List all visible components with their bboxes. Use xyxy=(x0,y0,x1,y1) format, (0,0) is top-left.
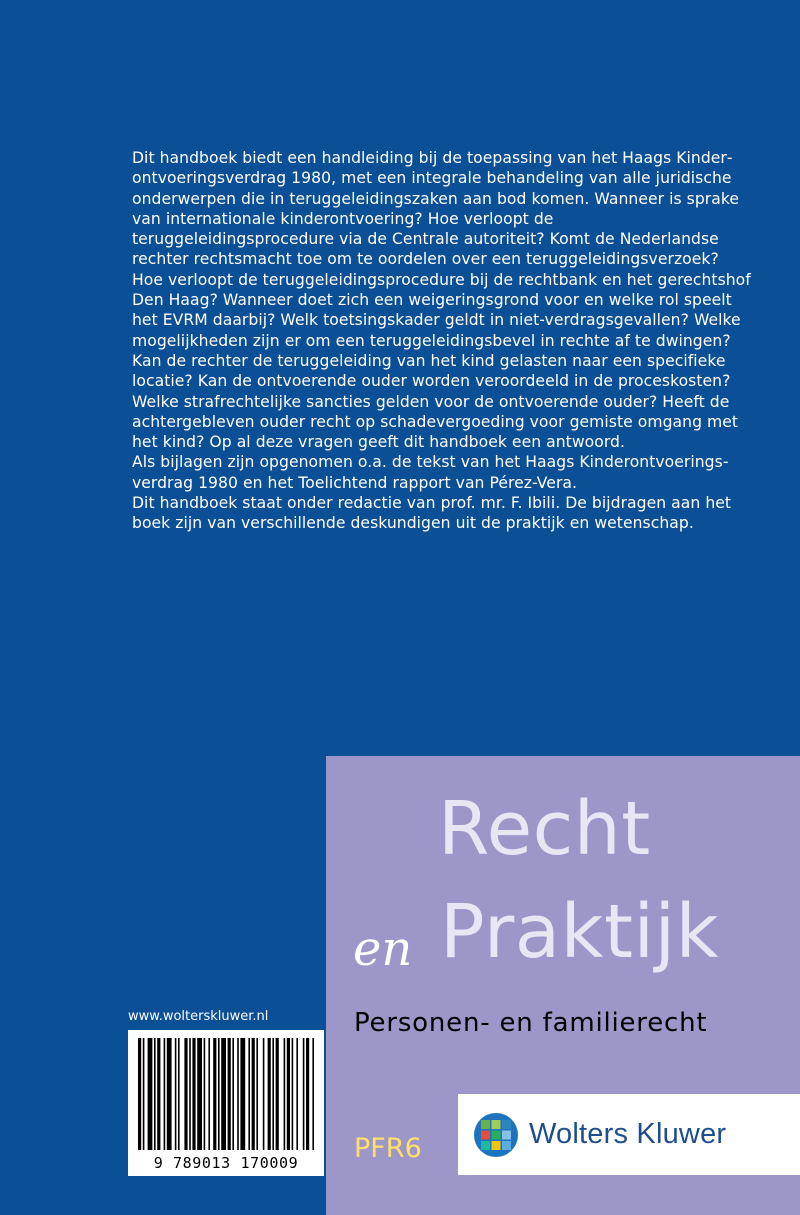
blurb-paragraph-3: Dit handboek staat onder redactie van prof. mr. F. Ibili. De bijdragen aan het boek zijn van verschillende deskundigen uit de praktijk en wetenschap. xyxy=(132,494,732,533)
series-title-en: en xyxy=(353,921,413,977)
publisher-website: www.wolterskluwer.nl xyxy=(128,1009,269,1024)
isbn-digits: 9 789013 170009 xyxy=(153,1154,299,1172)
series-subtitle: Personen- en familierecht xyxy=(354,1008,708,1038)
series-title-praktijk: Praktijk xyxy=(440,889,719,975)
series-code: PFR6 xyxy=(354,1133,422,1164)
publisher-logo-box xyxy=(458,1094,800,1175)
publisher-name: Wolters Kluwer xyxy=(529,1118,727,1150)
isbn-barcode xyxy=(128,1030,324,1176)
back-cover-blurb xyxy=(132,148,752,534)
wolters-kluwer-logo-icon xyxy=(473,1112,519,1158)
blurb-paragraph-2: Als bijlagen zijn opgenomen o.a. de tekst van het Haags Kinderontvoeringsverdrag 1980 en het Toelichtend rapport van Pérez-Vera. xyxy=(132,453,729,492)
series-title-recht: Recht xyxy=(438,786,651,872)
blurb-paragraph-1: Dit handboek biedt een handleiding bij de toepassing van het Haags Kinderontvoeringsverdrag 1980, met een integrale behandeling van alle juridische onderwerpen die in teruggeleidingszaken aan bod komen. Wanneer is sprake van internationale kinderontvoering? Hoe verloopt de teruggeleidingsprocedure via de Centrale autoriteit? Komt de Nederlandse rechter rechtsmacht toe om te oordelen over een teruggeleidingsverzoek? Hoe verloopt de teruggeleidingsprocedure bij de rechtbank en het gerechtshof Den Haag? Wanneer doet zich een weigeringsgrond voor en welke rol speelt het EVRM daarbij? Welk toetsingskader geldt in niet-verdragsgevallen? Welke mogelijkheden zijn er om een teruggeleidingsbevel in rechte af te dwingen? Kan de rechter de teruggeleiding van het kind gelasten naar een specifieke locatie? Kan de ontvoerende ouder worden veroordeeld in de proceskosten? Welke strafrechtelijke sancties gelden voor de ontvoerende ouder? Heeft de achtergebleven ouder recht op schadevergoeding voor gemiste omgang met het kind? Op al deze vragen geeft dit handboek een antwoord. xyxy=(132,149,751,452)
barcode-icon xyxy=(128,1030,324,1154)
